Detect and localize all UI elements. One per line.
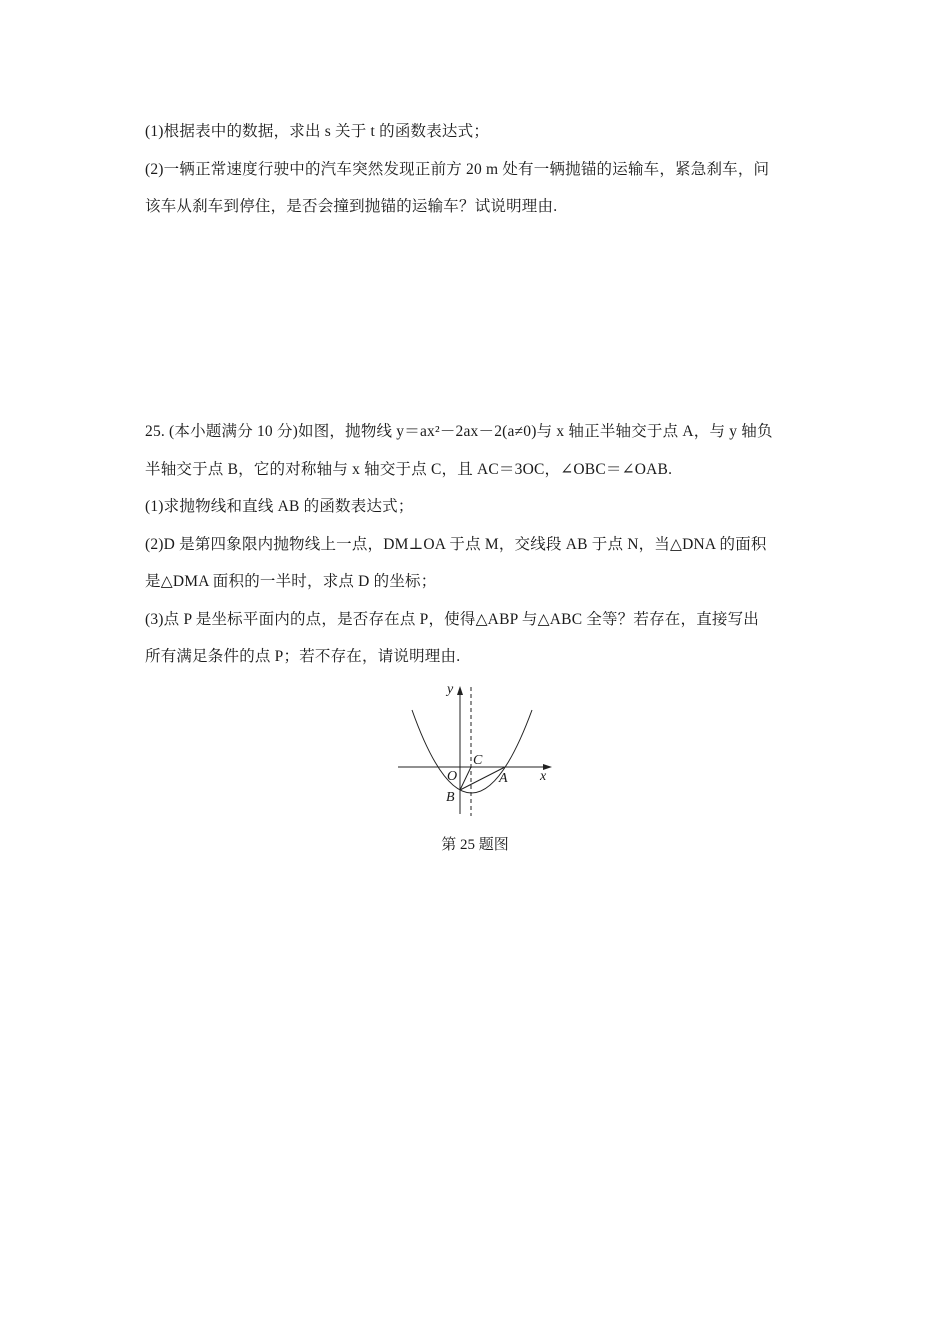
q25-stem: 25. (本小题满分 10 分)如图，抛物线 y＝ax²－2ax－2(a≠0)与 x 轴正半轴交于点 A，与 y 轴负	[145, 423, 773, 440]
label-c: C	[473, 753, 483, 768]
label-x: x	[540, 769, 547, 784]
label-b: B	[446, 790, 455, 805]
parabola-figure	[390, 675, 570, 820]
parabola-curve	[412, 710, 532, 793]
prev-part-1: (1)根据表中的数据，求出 s 关于 t 的函数表达式；	[145, 123, 490, 140]
prev-part-2-cont: 该车从刹车到停住，是否会撞到抛锚的运输车？试说明理由.	[145, 198, 558, 215]
label-o: O	[447, 769, 458, 784]
figure-caption: 第 25 题图	[441, 837, 509, 853]
label-a: A	[499, 771, 508, 786]
q25-part-2: (2)D 是第四象限内抛物线上一点，DM⊥OA 于点 M，交线段 AB 于点 N，当△DNA 的面积	[145, 536, 767, 553]
q25-part-3-cont: 所有满足条件的点 P；若不存在，请说明理由.	[145, 648, 461, 665]
label-y: y	[447, 682, 454, 697]
q25-stem-cont: 半轴交于点 B，它的对称轴与 x 轴交于点 C，且 AC＝3OC，∠OBC＝∠OAB.	[145, 461, 673, 478]
q25-part-2-cont: 是△DMA 面积的一半时，求点 D 的坐标；	[145, 573, 437, 590]
q25-part-3: (3)点 P 是坐标平面内的点，是否存在点 P，使得△ABP 与△ABC 全等？若存在，直接写出	[145, 611, 760, 628]
segment-bc	[460, 767, 471, 790]
prev-part-2: (2)一辆正常速度行驶中的汽车突然发现正前方 20 m 处有一辆抛锚的运输车，紧急刹车，问	[145, 161, 770, 178]
q25-part-1: (1)求抛物线和直线 AB 的函数表达式；	[145, 498, 414, 515]
y-axis-arrow-icon	[457, 686, 463, 695]
